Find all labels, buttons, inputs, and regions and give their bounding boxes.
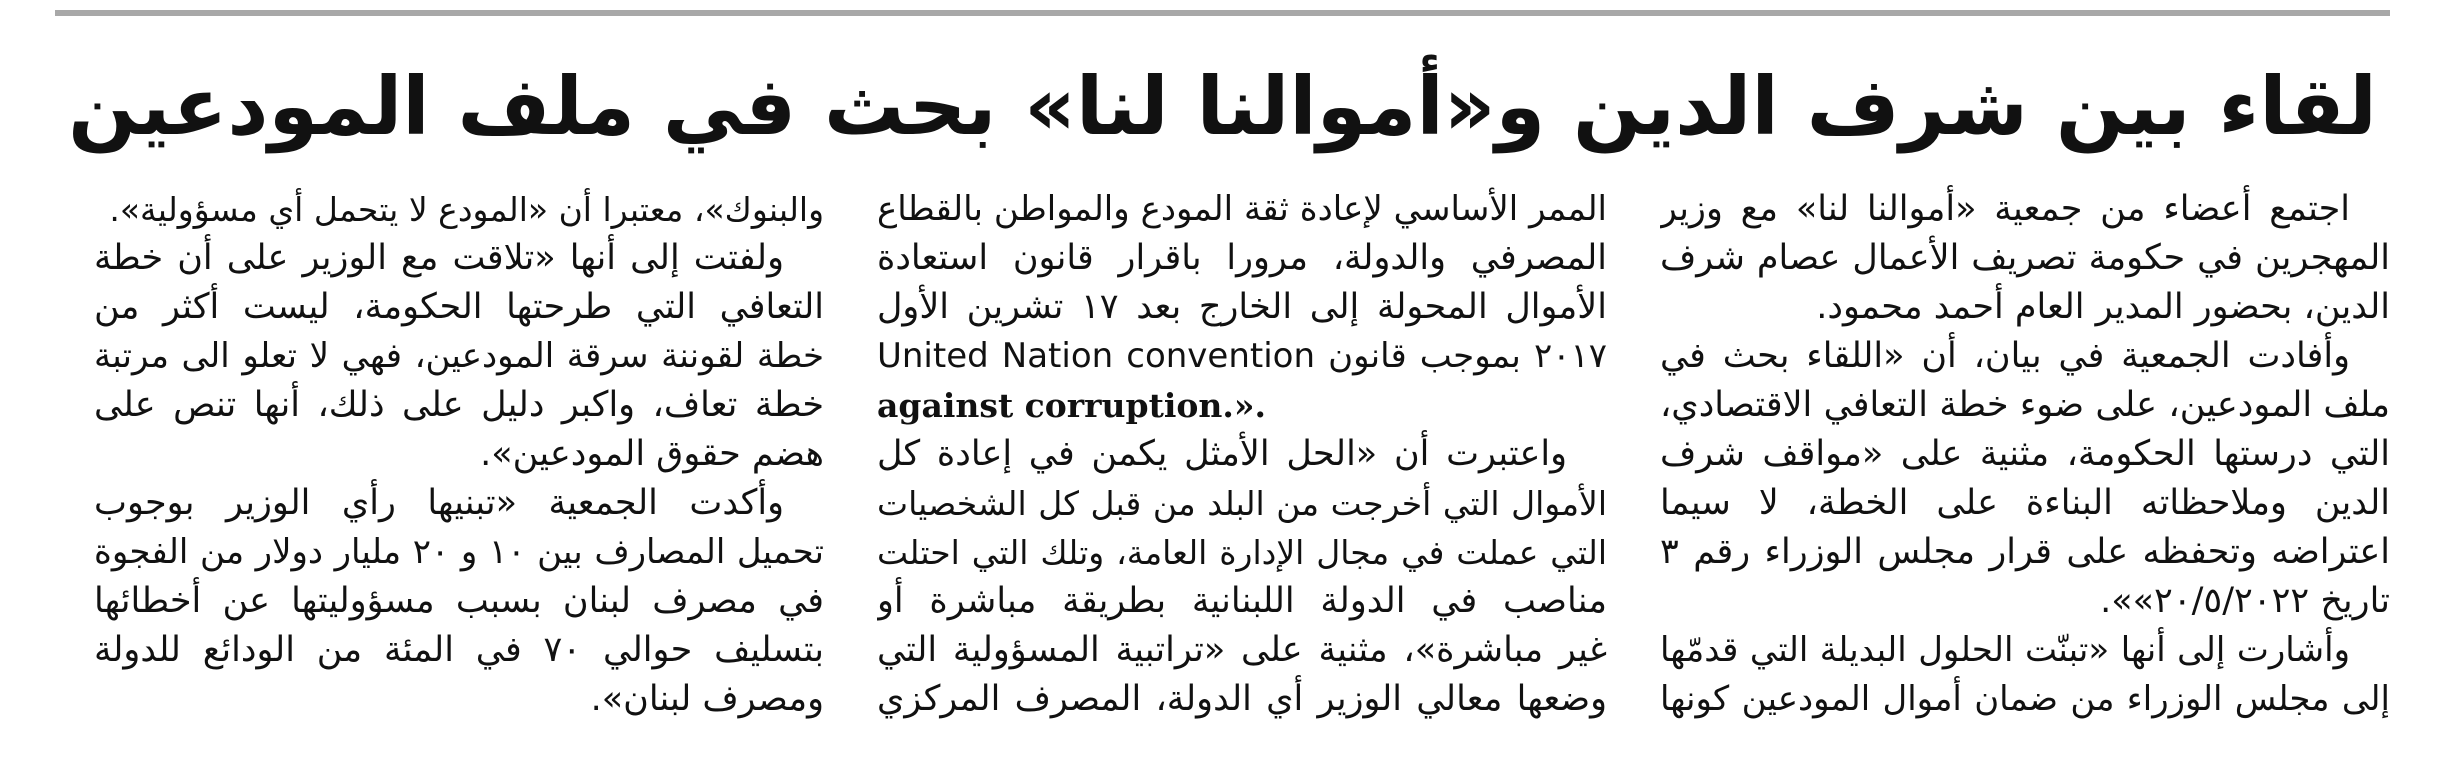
column-1-line: اجتمع أعضاء من جمعية «أموالنا لنا» مع وزير [1660, 189, 2350, 229]
column-1-line: الدين وملاحظاته البناءة على الخطة، لا سيما [1660, 483, 2390, 523]
column-3-line: ومصرف لبنان». [590, 679, 824, 719]
article-headline: لقاء بين شرف الدين و«أموالنا لنا» بحث في ملف المودعين [68, 60, 2377, 153]
column-2-line: مناصب في الدولة اللبنانية بطريقة مباشرة أو [877, 581, 1607, 621]
column-2-line: الأموال المحولة إلى الخارج بعد ١٧ تشرين الأول [877, 287, 1607, 327]
column-3-line: خطة لقوننة سرقة المودعين، فهي لا تعلو الى مرتبة [94, 336, 824, 376]
column-1-line: تاريخ ٢٠/٥/٢٠٢٢»». [2100, 581, 2390, 621]
top-rule [55, 10, 2390, 16]
column-1-line: المهجرين في حكومة تصريف الأعمال عصام شرف [1660, 238, 2390, 278]
column-2-line: الممر الأساسي لإعادة ثقة المودع والمواطن بالقطاع [877, 189, 1607, 229]
column-3-line: بتسليف حوالي ٧٠ في المئة من الودائع للدولة [94, 630, 824, 670]
column-1-line: وأفادت الجمعية في بيان، أن «اللقاء بحث في [1660, 336, 2350, 376]
article-body [55, 185, 2390, 765]
column-2-line: الأموال التي أخرجت من البلد من قبل كل الشخصيات [877, 484, 1607, 523]
column-1-line: اعتراضه وتحفظه على قرار مجلس الوزراء رقم ٣ [1660, 532, 2390, 572]
column-2-line: واعتبرت أن «الحل الأمثل يكمن في إعادة كل [877, 434, 1567, 474]
column-1-line: ملف المودعين، على ضوء خطة التعافي الاقتصادي، [1660, 385, 2390, 425]
column-3-line: وأكدت الجمعية «تبنيها رأي الوزير بوجوب [94, 483, 784, 523]
column-3-line: خطة تعاف، واكبر دليل على ذلك، أنها تنص على [94, 385, 824, 425]
column-1-line: الدين، بحضور المدير العام أحمد محمود. [1816, 287, 2390, 327]
column-3-line: ولفتت إلى أنها «تلاقت مع الوزير على أن خطة [94, 238, 784, 278]
column-2-line: ٢٠١٧ بموجب قانون United Nation convention [877, 336, 1607, 376]
column-1-line: وأشارت إلى أنها «تبنّت الحلول البديلة التي قدمّها [1660, 630, 2350, 670]
column-2-line: وضعها معالي الوزير أي الدولة، المصرف المركزي [877, 679, 1607, 719]
column-1-line: إلى مجلس الوزراء من ضمان أموال المودعين كونها [1660, 679, 2390, 719]
column-3-line: التعافي التي طرحتها الحكومة، ليست أكثر من [94, 287, 824, 327]
column-3 [94, 185, 824, 765]
column-3-line: هضم حقوق المودعين». [480, 434, 824, 474]
column-2-line: against corruption.». [877, 386, 1267, 425]
column-2-line: غير مباشرة»، مثنية على «تراتبية المسؤولية التي [877, 630, 1607, 670]
column-2-line: المصرفي والدولة، مرورا باقرار قانون استعادة [877, 238, 1607, 278]
column-2-line: التي عملت في مجال الإدارة العامة، وتلك التي احتلت [877, 533, 1607, 572]
column-3-line: في مصرف لبنان بسبب مسؤوليتها عن أخطائها [94, 581, 824, 621]
column-1 [1660, 185, 2390, 765]
column-1-line: التي درستها الحكومة، مثنية على «مواقف شرف [1660, 434, 2390, 474]
column-3-line: تحميل المصارف بين ١٠ و ٢٠ مليار دولار من الفجوة [94, 532, 824, 572]
column-2 [877, 185, 1607, 765]
column-3-line: والبنوك»، معتبرا أن «المودع لا يتحمل أي مسؤولية». [109, 190, 824, 229]
